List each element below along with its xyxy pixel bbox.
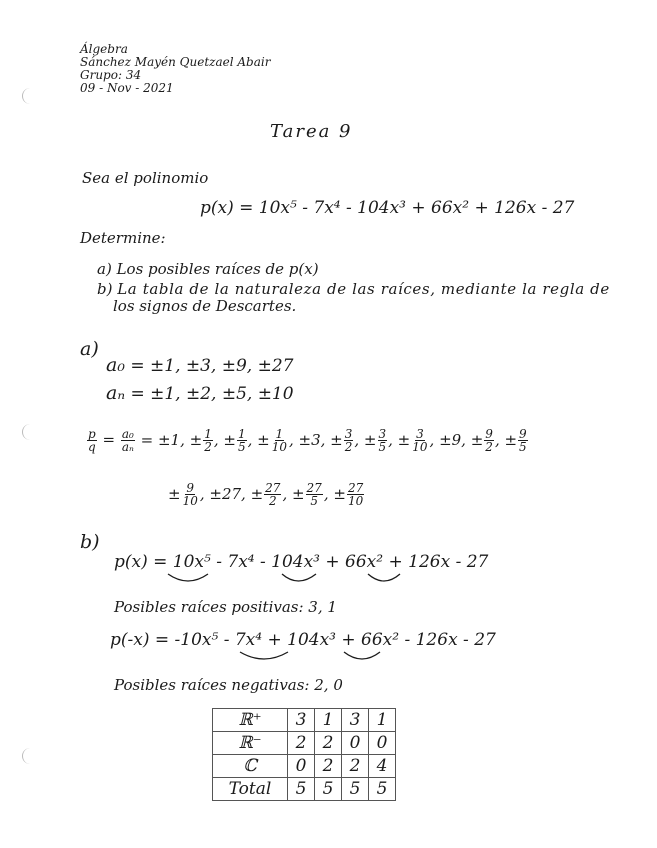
ratio-line-1-fraction [518, 428, 528, 453]
question-a [97, 260, 319, 278]
fraction-numerator: 1 [237, 427, 246, 441]
table-cell: 0 [288, 755, 315, 778]
fraction-numerator: 9 [519, 427, 527, 441]
ratio-line-2-fraction [264, 482, 281, 507]
punch-hole-mark [22, 88, 35, 104]
table-row [213, 709, 396, 732]
ratio-line-2-text: ± [168, 484, 181, 503]
fraction-denominator: 2 [204, 440, 212, 454]
question-b-text-cont: los signos de Descartes. [113, 297, 297, 315]
fraction-numerator: 27 [347, 481, 364, 495]
table-row-label: ℂ [213, 755, 288, 778]
a0-over-an: $\frac{\text{a₀}}{\text{aₙ}}$ [121, 427, 134, 454]
table-cell: 1 [315, 709, 342, 732]
ratio-line-1-text: , ±9, ± [429, 430, 484, 449]
table-row-label: Total [213, 778, 288, 801]
ratio-line-2 [168, 482, 365, 507]
fraction-denominator: 2 [485, 440, 493, 454]
fraction-numerator: 1 [204, 427, 212, 441]
page-title: Tarea 9 [270, 121, 353, 142]
p-positive-poly: p(x) = 10x⁵ - 7x⁴ - 104x³ + 66x² + 126x - 27 [114, 552, 489, 572]
fraction-denominator: 2 [268, 494, 277, 508]
an-line [106, 382, 294, 404]
table-row [213, 778, 396, 801]
positive-roots-text: Posibles raíces positivas: 3, 1 [114, 598, 337, 616]
question-b [97, 280, 610, 298]
fraction-numerator: 3 [344, 427, 353, 441]
fraction-denominator: 10 [347, 494, 364, 508]
ratio-line-1-fraction [237, 428, 247, 453]
table-row-label: ℝ⁻ [213, 732, 288, 755]
fraction-denominator: 2 [344, 440, 353, 454]
fraction-denominator: 5 [519, 440, 527, 454]
table-cell: 3 [288, 709, 315, 732]
intro-text: Sea el polinomio [82, 169, 209, 187]
an-symbol: aₙ [106, 382, 126, 404]
table-cell: 0 [342, 732, 369, 755]
a0-symbol: a₀ [106, 354, 125, 376]
ratio-line-2-text: , ± [282, 484, 305, 503]
table-cell: 4 [369, 755, 396, 778]
punch-hole-mark [22, 748, 35, 764]
header-date: 09 - Nov - 2021 [80, 81, 174, 95]
fraction-numerator: 1 [275, 427, 284, 441]
table-cell: 0 [369, 732, 396, 755]
fraction-denominator: 10 [271, 440, 287, 454]
table-row [213, 755, 396, 778]
table-cell: 2 [342, 755, 369, 778]
sign-change-arcs-positive [160, 570, 420, 592]
table-row [213, 732, 396, 755]
ratio-line-1-text: , ± [388, 430, 411, 449]
ratio-line-1-fraction [378, 428, 388, 453]
p-over-q: $\frac{p}{q}$ [88, 427, 96, 454]
sign-change-arcs-negative [230, 648, 430, 670]
fraction-numerator: 9 [186, 481, 195, 495]
header-subject: Álgebra [80, 42, 128, 56]
table-cell: 5 [288, 778, 315, 801]
ratio-line-2-fraction [182, 482, 199, 507]
fraction-denominator: 10 [412, 440, 428, 454]
table-cell: 3 [342, 709, 369, 732]
punch-hole-mark [22, 424, 35, 440]
ratio-line-1-text: , ± [494, 430, 518, 449]
table-row-label: ℝ⁺ [213, 709, 288, 732]
fraction-numerator: 3 [378, 427, 387, 441]
determine-label: Determine: [80, 229, 166, 247]
table-cell: 5 [342, 778, 369, 801]
fraction-numerator: 9 [485, 427, 493, 441]
table-cell: 2 [315, 732, 342, 755]
ratio-values-2 [168, 481, 365, 508]
roots-table-body [213, 709, 396, 801]
ratio-line-2-text: , ± [323, 484, 346, 503]
ratio-line-1-fraction [411, 428, 428, 453]
question-a-text: Los posibles raíces de p(x) [116, 260, 319, 278]
fraction-denominator: 5 [378, 440, 387, 454]
ratio-line-2-text: , ±27, ± [199, 484, 264, 503]
table-cell: 5 [369, 778, 396, 801]
polynomial: p(x) = 10x⁵ - 7x⁴ - 104x³ + 66x² + 126x - 27 [200, 198, 575, 218]
header-name: Sánchez Mayén Quetzael Abair [80, 55, 271, 69]
ratio-line-1-text: , ±3, ± [288, 430, 343, 449]
a0-values: = ±1, ±3, ±9, ±27 [130, 356, 294, 376]
ratio-line-1-text: , ± [247, 430, 270, 449]
an-values: = ±1, ±2, ±5, ±10 [130, 384, 294, 404]
fraction-denominator: 5 [310, 494, 318, 508]
header-group: Grupo: 34 [80, 68, 142, 82]
ratio-line-1-fraction [271, 428, 288, 453]
question-b-letter: b) [97, 280, 113, 298]
question-a-letter: a) [97, 260, 112, 278]
fraction-numerator: 27 [306, 481, 322, 495]
ratio-line-2-fraction [347, 482, 364, 507]
table-cell: 2 [288, 732, 315, 755]
p-negative-poly: p(-x) = -10x⁵ - 7x⁴ + 104x³ + 66x² - 126x - 27 [110, 630, 496, 650]
question-b-text: La tabla de la naturaleza de las raíces, mediante la regla de [117, 280, 610, 298]
negative-roots-text: Posibles raíces negativas: 2, 0 [114, 676, 343, 694]
part-b-label: b) [80, 531, 100, 553]
ratio-values-1 [140, 427, 529, 454]
fraction-denominator: 10 [182, 494, 198, 508]
part-a-label: a) [80, 338, 99, 360]
ratio-line-1-text: , ± [213, 430, 236, 449]
ratio-line-2-fraction [306, 482, 323, 507]
ratio-line-1-fraction [484, 428, 494, 453]
fraction-numerator: 27 [265, 481, 281, 495]
table-cell: 2 [315, 755, 342, 778]
ratio-line-1-fraction [344, 428, 354, 453]
fraction-numerator: 3 [416, 427, 424, 441]
ratio-line-1: $\frac{p}{q}$ = $\frac{\text{a₀}}{\text{aₙ}}$ = ±1, ± $\frac{1}{2}$ , ± $\frac{1}{5}$ , ± $\frac{1}{10}$ , ±3, ± $\frac{3}{2}$ , ± $\frac{3}{5}$ , ± $\frac{3}{10}$ , ±9, ± $\frac{9}{2}$ , ± $\frac{9}{5}$ [88, 427, 527, 454]
ratio-line-1-fraction [203, 428, 213, 453]
fraction-denominator: 5 [237, 440, 246, 454]
table-cell: 1 [369, 709, 396, 732]
a0-line [106, 354, 294, 376]
roots-nature-table [212, 708, 396, 801]
table-cell: 5 [315, 778, 342, 801]
ratio-line-1-text: = ±1, ± [140, 430, 203, 449]
ratio-line-1-text: , ± [354, 430, 377, 449]
